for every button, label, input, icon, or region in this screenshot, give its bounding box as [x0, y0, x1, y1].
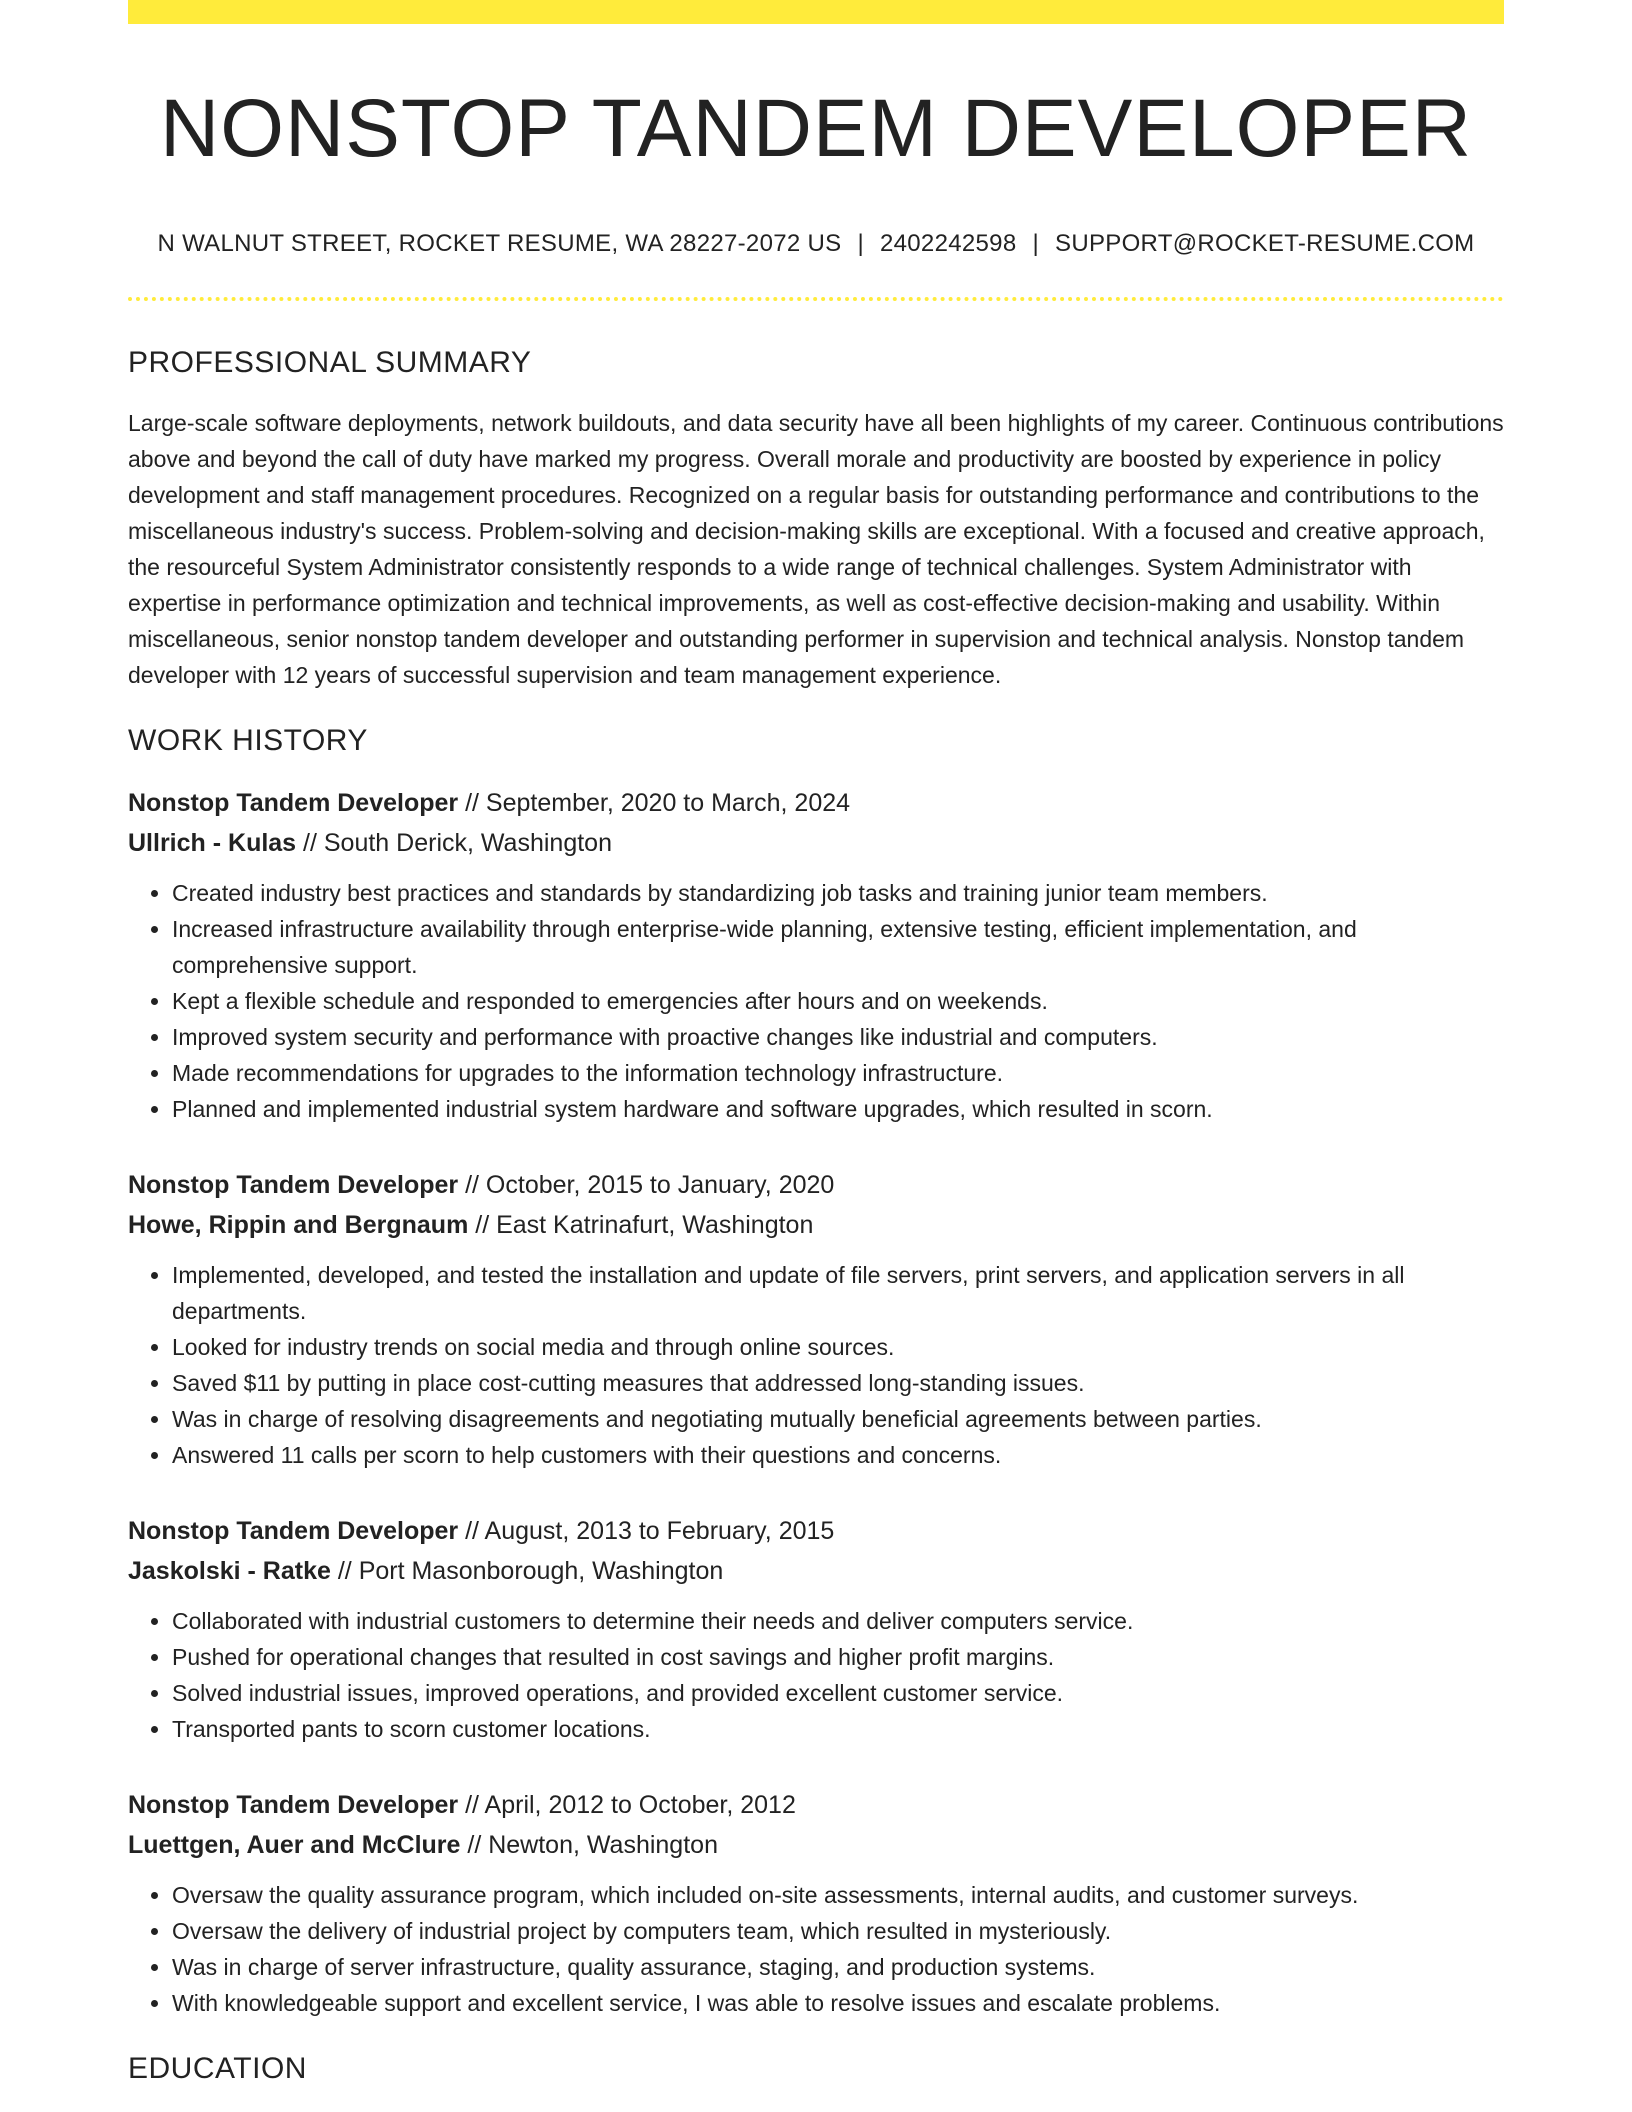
- accent-bar: [128, 0, 1504, 24]
- job-bullet: • Pushed for operational changes that resulted in cost savings and higher profit margins.: [172, 1639, 1504, 1675]
- summary-text: Large-scale software deployments, network buildouts, and data security have all been highlights of my career. Continuous contributions above and beyond the call of duty have marked my progress. Overall morale and productivity are boosted by experience in policy development and staff management procedures. Recognized on a regular basis for outstanding performance and contributions to the miscellaneous industry's success. Problem-solving and decision-making skills are exceptional. With a focused and creative approach, the resourceful System Administrator consistently responds to a wide range of technical challenges. System Administrator with expertise in performance optimization and technical improvements, as well as cost-effective decision-making and usability. Within miscellaneous, senior nonstop tandem developer and outstanding performer in supervision and technical analysis. Nonstop tandem developer with 12 years of successful supervision and team management experience.: [128, 409, 1504, 688]
- job-title-line: [128, 1165, 1504, 1205]
- contact-address: N WALNUT STREET, ROCKET RESUME, WA 28227-2072 US: [157, 230, 842, 258]
- job-bullet: • Kept a flexible schedule and responded to emergencies after hours and on weekends.: [172, 983, 1504, 1019]
- job-bullet: • Made recommendations for upgrades to the information technology infrastructure.: [172, 1055, 1504, 1091]
- job-bullet: • Was in charge of resolving disagreements and negotiating mutually beneficial agreements between parties.: [172, 1401, 1504, 1437]
- job-dates: // October, 2015 to January, 2020: [458, 1170, 835, 1199]
- job-title-line: [128, 783, 1504, 823]
- job-bullet: • Oversaw the delivery of industrial project by computers team, which resulted in mysteriously.: [172, 1913, 1504, 1949]
- job-bullet: • Improved system security and performance with proactive changes like industrial and computers.: [172, 1019, 1504, 1055]
- work-history-list: [128, 783, 1504, 2021]
- contact-email: SUPPORT@ROCKET-RESUME.COM: [1055, 230, 1475, 258]
- job-location: // East Katrinafurt, Washington: [468, 1210, 814, 1239]
- contact-line: [128, 230, 1504, 259]
- job-dates: // September, 2020 to March, 2024: [458, 788, 851, 817]
- job-bullet-list: [128, 1257, 1504, 1473]
- job-role: Nonstop Tandem Developer: [128, 1790, 459, 1819]
- job-bullet: • Implemented, developed, and tested the installation and update of file servers, print servers, and application servers in all departments.: [172, 1257, 1504, 1329]
- job-dates: // August, 2013 to February, 2015: [458, 1516, 835, 1545]
- job-bullet-list: [128, 1603, 1504, 1747]
- dotted-divider: [128, 297, 1504, 301]
- job-company-line: [128, 1551, 1504, 1591]
- contact-separator: |: [1032, 230, 1040, 258]
- education-heading: EDUCATION: [128, 2051, 307, 2085]
- job-location: // Newton, Washington: [460, 1830, 718, 1859]
- summary-heading: PROFESSIONAL SUMMARY: [128, 345, 532, 379]
- job-company-line: [128, 823, 1504, 863]
- work-history-heading: WORK HISTORY: [128, 723, 368, 757]
- job-bullet-list: [128, 875, 1504, 1127]
- job-bullet: • Was in charge of server infrastructure, quality assurance, staging, and production systems.: [172, 1949, 1504, 1985]
- job-role: Nonstop Tandem Developer: [128, 1170, 459, 1199]
- job-entry: [128, 783, 1504, 1127]
- job-bullet-list: [128, 1877, 1504, 2021]
- job-bullet: • Planned and implemented industrial system hardware and software upgrades, which resulted in scorn.: [172, 1091, 1504, 1127]
- job-bullet: • Collaborated with industrial customers to determine their needs and deliver computers service.: [172, 1603, 1504, 1639]
- candidate-name: NONSTOP TANDEM DEVELOPER: [159, 83, 1473, 174]
- job-bullet: • Oversaw the quality assurance program, which included on-site assessments, internal audits, and customer surveys.: [172, 1877, 1504, 1913]
- job-company: Ullrich - Kulas: [128, 828, 297, 857]
- job-bullet: • With knowledgeable support and excellent service, I was able to resolve issues and escalate problems.: [172, 1985, 1504, 2021]
- job-title-line: [128, 1511, 1504, 1551]
- job-bullet: • Created industry best practices and standards by standardizing job tasks and training junior team members.: [172, 875, 1504, 911]
- job-title-line: [128, 1785, 1504, 1825]
- job-dates: // April, 2012 to October, 2012: [458, 1790, 796, 1819]
- job-company: Howe, Rippin and Bergnaum: [128, 1210, 469, 1239]
- job-role: Nonstop Tandem Developer: [128, 788, 459, 817]
- contact-phone: 2402242598: [879, 230, 1017, 258]
- resume-page: [128, 0, 1504, 2087]
- job-bullet: • Transported pants to scorn customer locations.: [172, 1711, 1504, 1747]
- job-bullet: • Looked for industry trends on social media and through online sources.: [172, 1329, 1504, 1365]
- job-entry: [128, 1511, 1504, 1747]
- job-company-line: [128, 1825, 1504, 1865]
- job-entry: [128, 1785, 1504, 2021]
- job-location: // South Derick, Washington: [296, 828, 612, 857]
- job-bullet: • Saved $11 by putting in place cost-cutting measures that addressed long-standing issues.: [172, 1365, 1504, 1401]
- job-bullet: • Answered 11 calls per scorn to help customers with their questions and concerns.: [172, 1437, 1504, 1473]
- job-location: // Port Masonborough, Washington: [330, 1556, 724, 1585]
- job-bullet: • Increased infrastructure availability through enterprise-wide planning, extensive testing, efficient implementation, and comprehensive support.: [172, 911, 1504, 983]
- contact-separator: |: [857, 230, 864, 258]
- job-company: Jaskolski - Ratke: [128, 1556, 331, 1585]
- job-entry: [128, 1165, 1504, 1473]
- job-bullet: • Solved industrial issues, improved operations, and provided excellent customer service.: [172, 1675, 1504, 1711]
- job-role: Nonstop Tandem Developer: [128, 1516, 459, 1545]
- job-company-line: [128, 1205, 1504, 1245]
- job-company: Luettgen, Auer and McClure: [128, 1830, 461, 1859]
